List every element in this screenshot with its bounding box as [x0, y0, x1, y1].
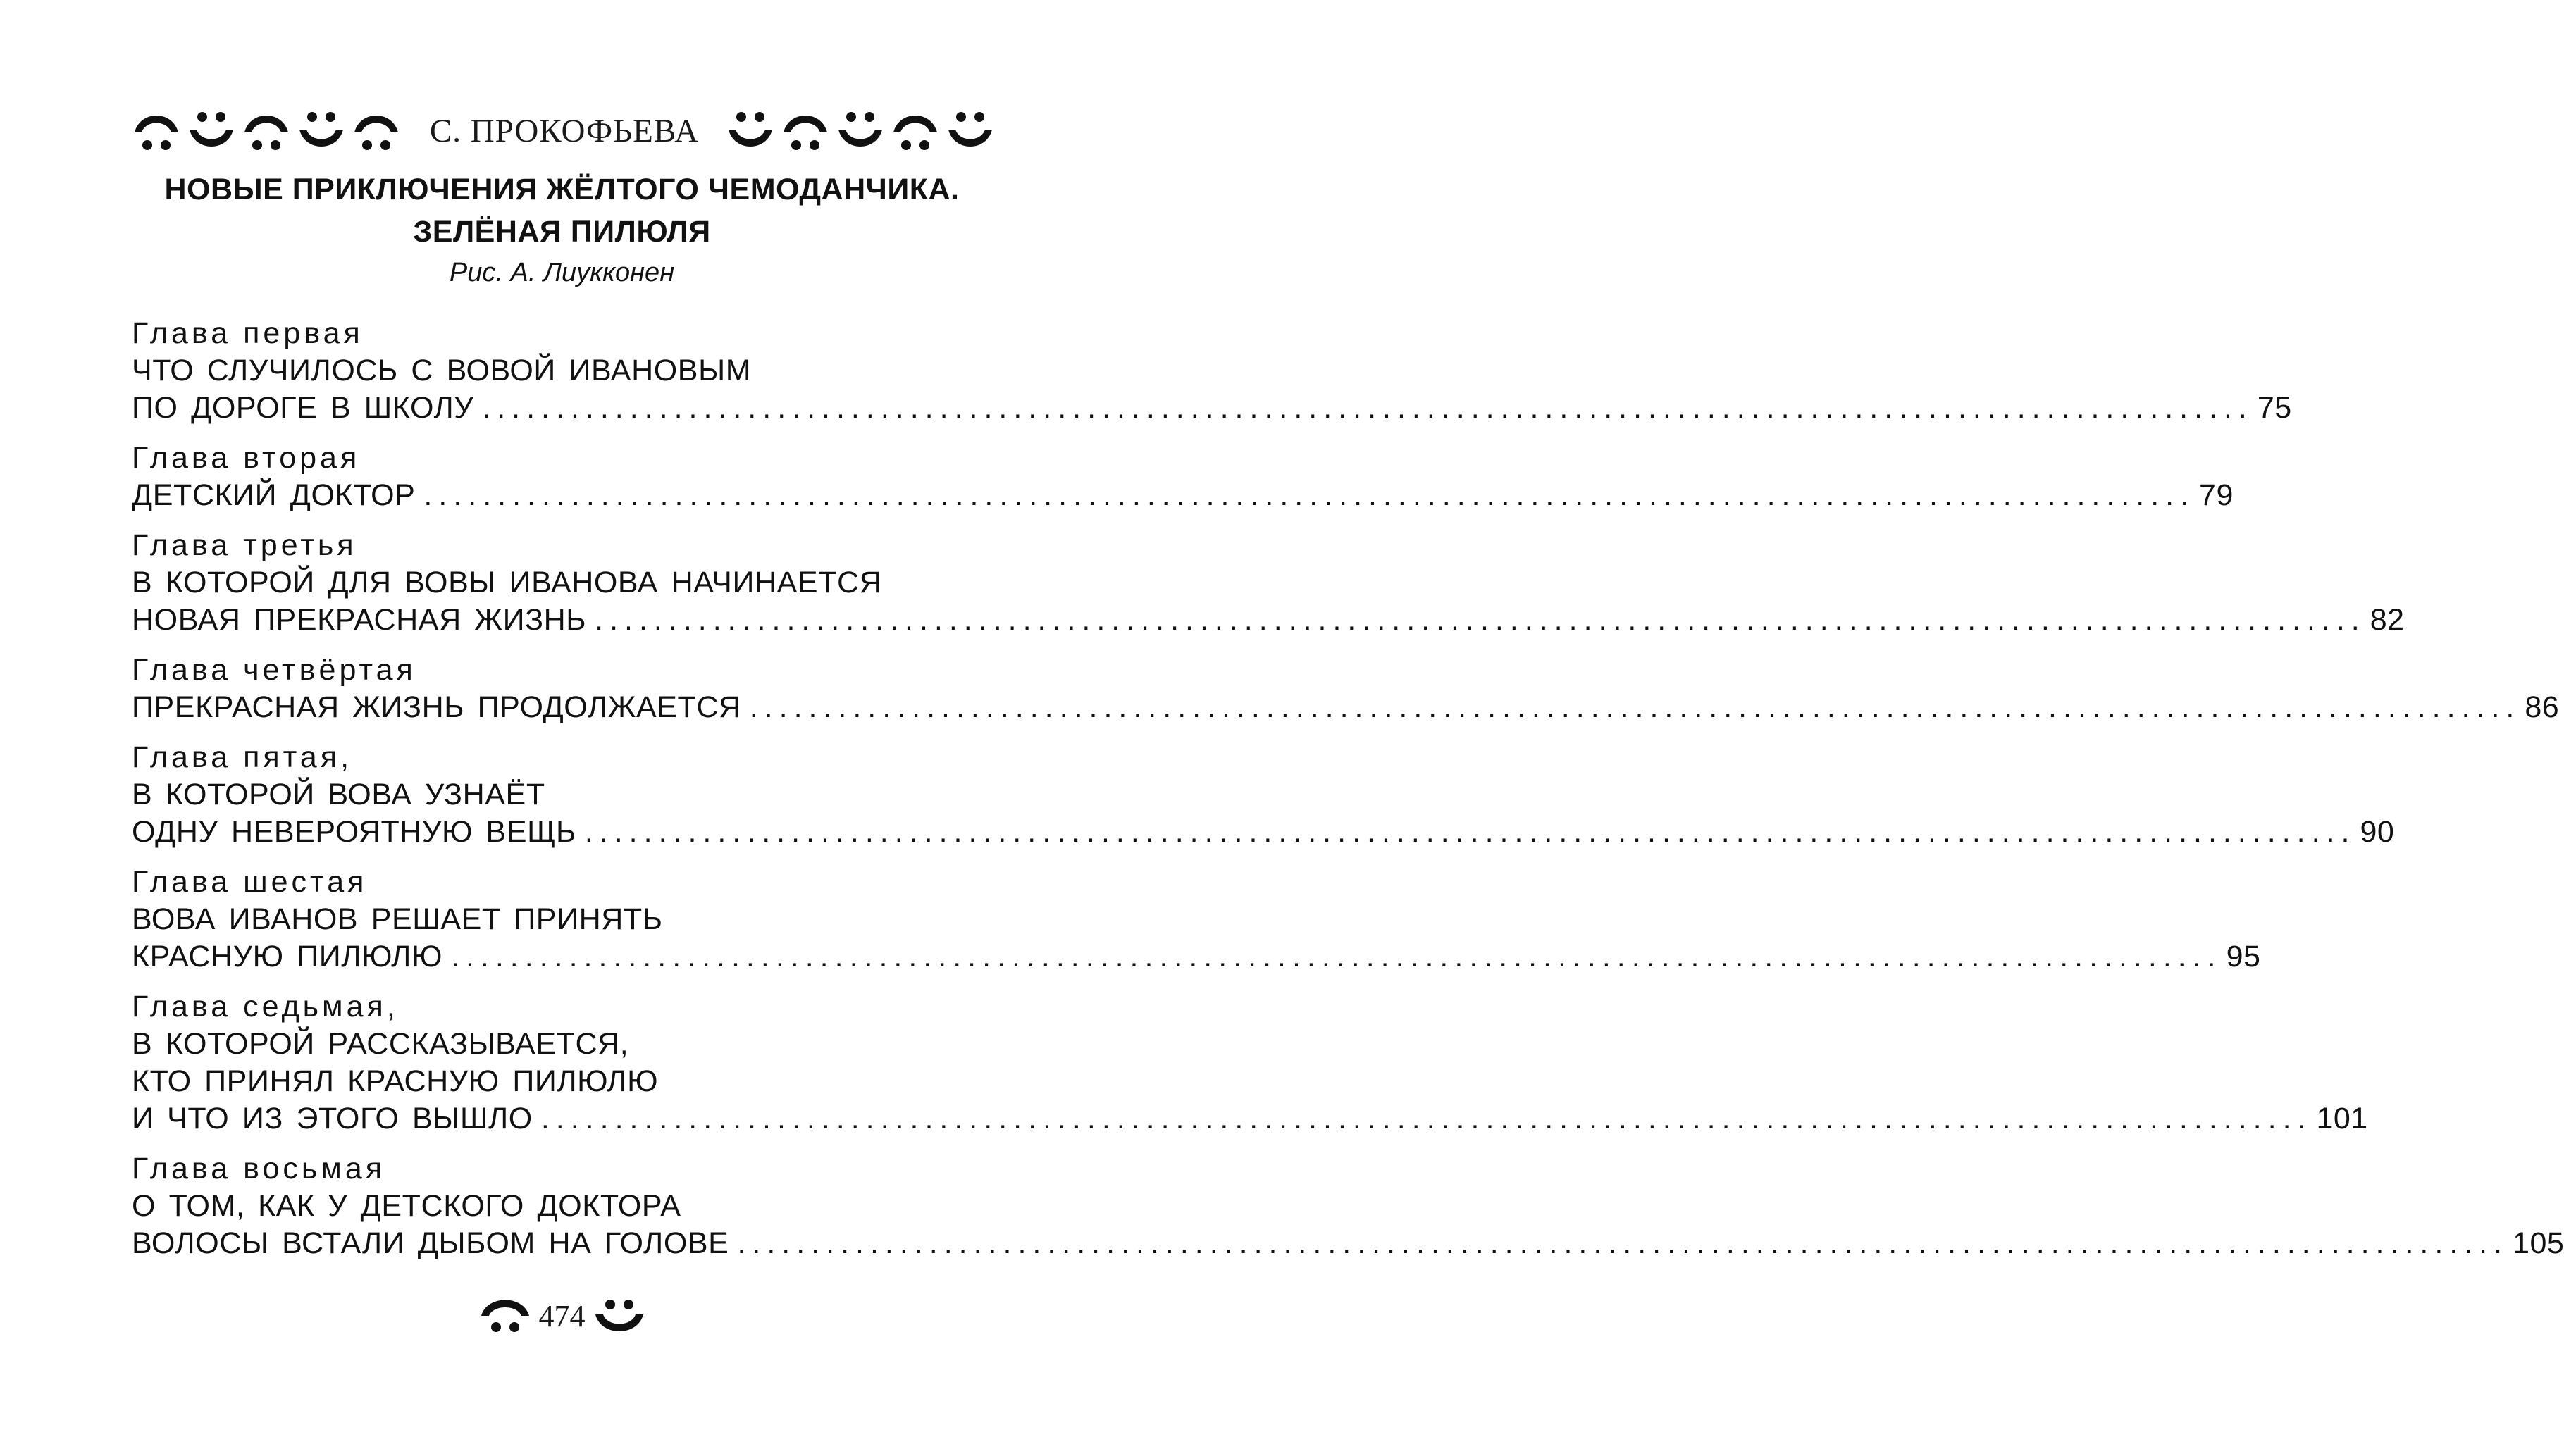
chapter-page-number: 82 — [2370, 603, 2405, 637]
dot-leader: ........................................................................................................................ — [423, 478, 2195, 512]
table-of-contents — [132, 315, 2564, 1275]
running-header — [132, 106, 997, 156]
chapter-page-number: 105 — [2513, 1226, 2564, 1260]
face-ornament-left-icon — [132, 106, 403, 156]
chapter-page-number: 90 — [2360, 815, 2395, 849]
chapter-title-line: В КОТОРОЙ ДЛЯ ВОВЫ ИВАНОВА НАЧИНАЕТСЯ — [132, 566, 882, 599]
chapter-label: Глава восьмая — [132, 1152, 386, 1186]
dot-leader: ........................................................................................................................ — [595, 603, 2366, 637]
toc-entry — [132, 440, 2234, 514]
chapter-label: Глава пятая, — [132, 740, 353, 774]
chapter-title-last-line — [132, 814, 2395, 851]
chapter-title-last-line — [132, 602, 2405, 639]
chapter-title-line: О ТОМ, КАК У ДЕТСКОГО ДОКТОРА — [132, 1189, 681, 1223]
chapter-title-text: ВОЛОСЫ ВСТАЛИ ДЫБОМ НА ГОЛОВЕ — [132, 1226, 729, 1260]
chapter-label: Глава вторая — [132, 441, 361, 475]
chapter-title-text: ПО ДОРОГЕ В ШКОЛУ — [132, 391, 474, 425]
chapter-title-text: И ЧТО ИЗ ЭТОГО ВЫШЛО — [132, 1102, 533, 1135]
face-ornament-right-icon — [726, 106, 997, 156]
chapter-label: Глава четвёртая — [132, 653, 416, 687]
chapter-title-last-line — [132, 390, 2292, 427]
chapter-title-text: НОВАЯ ПРЕКРАСНАЯ ЖИЗНЬ — [132, 603, 587, 637]
chapter-label: Глава шестая — [132, 865, 368, 899]
chapter-title-last-line — [132, 1225, 2564, 1262]
toc-entry — [132, 739, 2395, 851]
chapter-page-number: 95 — [2226, 940, 2261, 973]
sad-face-ornament-icon — [478, 1296, 532, 1336]
page-number: 474 — [538, 1298, 586, 1333]
page-footer — [0, 1295, 1124, 1337]
toc-entry — [132, 652, 2560, 726]
chapter-title-last-line — [132, 477, 2234, 514]
toc-entry — [132, 864, 2261, 976]
chapter-page-number: 86 — [2525, 690, 2560, 724]
chapter-title-last-line — [132, 938, 2261, 976]
dot-leader: ........................................................................................................................ — [584, 815, 2356, 849]
chapter-title-last-line — [132, 1100, 2368, 1138]
chapter-title-line: КТО ПРИНЯЛ КРАСНУЮ ПИЛЮЛЮ — [132, 1064, 659, 1098]
chapter-title-last-line — [132, 689, 2560, 726]
author-name: С. ПРОКОФЬЕВА — [429, 113, 700, 149]
chapter-page-number: 101 — [2316, 1102, 2368, 1135]
chapter-title-line: ВОВА ИВАНОВ РЕШАЕТ ПРИНЯТЬ — [132, 902, 663, 936]
dot-leader: ........................................................................................................................ — [737, 1226, 2509, 1260]
book-title-line-1: НОВЫЕ ПРИКЛЮЧЕНИЯ ЖЁЛТОГО ЧЕМОДАНЧИКА. — [164, 173, 960, 206]
chapter-title-text: КРАСНУЮ ПИЛЮЛЮ — [132, 940, 442, 973]
chapter-title-line: В КОТОРОЙ ВОВА УЗНАЁТ — [132, 778, 545, 811]
dot-leader: ........................................................................................................................ — [749, 690, 2521, 724]
toc-entry — [132, 1150, 2564, 1262]
chapter-title-line: ЧТО СЛУЧИЛОСЬ С ВОВОЙ ИВАНОВЫМ — [132, 354, 752, 387]
dot-leader: ........................................................................................................................ — [482, 391, 2253, 425]
book-title-line-2: ЗЕЛЁНАЯ ПИЛЮЛЯ — [413, 215, 711, 249]
dot-leader: ........................................................................................................................ — [540, 1102, 2312, 1135]
smile-face-ornament-icon — [593, 1296, 646, 1336]
toc-entry — [132, 315, 2292, 427]
chapter-title-text: ДЕТСКИЙ ДОКТОР — [132, 478, 416, 512]
toc-entry — [132, 988, 2368, 1138]
toc-entry — [132, 527, 2405, 639]
chapter-page-number: 75 — [2257, 391, 2292, 425]
illustrator-credit: Рис. А. Лиукконен — [449, 258, 675, 287]
chapter-page-number: 79 — [2199, 478, 2234, 512]
chapter-label: Глава первая — [132, 316, 364, 350]
chapter-title-text: ОДНУ НЕВЕРОЯТНУЮ ВЕЩЬ — [132, 815, 576, 849]
chapter-title-text: ПРЕКРАСНАЯ ЖИЗНЬ ПРОДОЛЖАЕТСЯ — [132, 690, 741, 724]
dot-leader: ........................................................................................................................ — [451, 940, 2222, 973]
chapter-title-line: В КОТОРОЙ РАССКАЗЫВАЕТСЯ, — [132, 1027, 629, 1061]
chapter-label: Глава третья — [132, 528, 357, 562]
chapter-label: Глава седьмая, — [132, 990, 399, 1023]
